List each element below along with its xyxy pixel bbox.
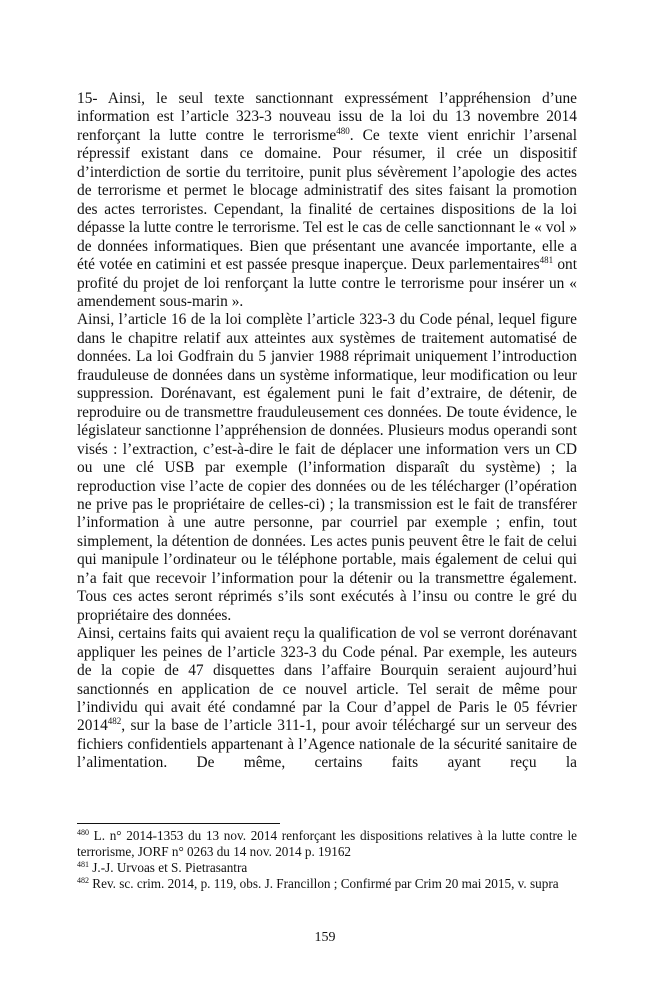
footnote-number: 482	[77, 876, 89, 885]
text: ont profité du projet de loi renforçant la lutte contre le terrorisme pour insérer un « amendement sous-marin ».	[77, 256, 577, 310]
footnote-text: Rev. sc. crim. 2014, p. 119, obs. J. Francillon ; Confirmé par Crim 20 mai 2015, v. supra	[89, 876, 559, 891]
footnote-ref-481[interactable]: 481	[539, 255, 554, 266]
footnote-481	[77, 860, 577, 876]
paragraph-article-16	[77, 311, 577, 625]
footnote-482	[77, 876, 577, 892]
footnote-number: 480	[77, 828, 89, 837]
footnote-separator	[77, 823, 280, 824]
footnote-ref-482[interactable]: 482	[107, 716, 122, 727]
footnote-480	[77, 828, 577, 860]
text: Ainsi, l’article 16 de la loi complète l’article 323-3 du Code pénal, lequel figure dans le chapitre relatif aux atteintes aux systèmes de traitement automatisé de données. La loi Godfrain du 5 janvier 1988 réprimait uniquement l’introduction frauduleuse de données dans un système informatique, leur modification ou leur suppression. Dorénavant, est également puni le fait d’extraire, de détenir, de reproduire ou de transmettre frauduleusement ces données. De toute évidence, le législateur sanctionne l’appréhension de données. Plusieurs modus operandi sont visés : l’extraction, c’est-à-dire le fait de déplacer une information vers un CD ou une clé USB par exemple (l’information disparaît du système) ; la reproduction vise l’acte de copier des données ou de les télécharger (l’opération ne prive pas le propriétaire de celles-ci) ; la transmission est le fait de transférer l’information à une autre personne, par courriel par exemple ; enfin, tout simplement, la détention de données. Les actes punis peuvent être le fait de celui qui manipule l’ordinateur ou le téléphone portable, mais également de celui qui n’a fait que recevoir l’information pour la détenir ou la transmettre également. Tous ces actes seront réprimés s’ils sont exécutés à l’insu ou contre le gré du propriétaire des données.	[77, 311, 577, 624]
text: Ainsi, certains faits qui avaient reçu la qualification de vol se verront dorénavant appliquer les peines de l’article 323-3 du Code pénal. Par exemple, les auteurs de la copie de 47 disquettes dans l’affaire Bourquin seraient aujourd’hui sanctionnés en application de ce nouvel article. Tel serait de même pour l’individu qui avait été condamné par la Cour d’appel de Paris le 05 février 2014	[77, 625, 577, 735]
paragraph-qualification-vol	[77, 625, 577, 773]
main-text	[77, 90, 577, 773]
footnote-ref-480[interactable]: 480	[336, 125, 350, 136]
text: . Ce texte vient enrichir l’arsenal répressif existant dans ce domaine. Pour résumer, il crée un dispositif d’interdiction de sortie du territoire, punit plus sévèrement l’apologie des actes de terrorisme et permet le blocage administratif des sites faisant la promotion des actes terroristes. Cependant, la finalité de certaines dispositions de la loi dépasse la lutte contre le terrorisme. Tel est le cas de celle sanctionnant le « vol » de données informatiques. Bien que présentant une avancée importante, elle a été votée en catimini et est passée presque inaperçue. Deux parlementaires	[77, 126, 577, 274]
text: 15- Ainsi, le seul texte sanctionnant expressément l’appréhension d’une information est l’article 323-3 nouveau issu de la loi du 13 novembre 2014 renforçant la lutte contre le terrorisme	[77, 90, 577, 144]
footnote-number: 481	[77, 860, 89, 869]
paragraph-15	[77, 90, 577, 311]
footnotes	[77, 828, 577, 892]
footnote-text: J.-J. Urvoas et S. Pietrasantra	[89, 860, 248, 875]
text: , sur la base de l’article 311-1, pour avoir téléchargé sur un serveur des fichiers confidentiels appartenant à l’Agence nationale de la sécurité sanitaire de l’alimentation. De même, certains faits ayant reçu la	[77, 717, 577, 772]
page-number: 159	[314, 930, 336, 945]
footnote-text: L. n° 2014-1353 du 13 nov. 2014 renforçant les dispositions relatives à la lutte contre le terrorisme, JORF n° 0263 du 14 nov. 2014 p. 19162	[77, 828, 577, 859]
